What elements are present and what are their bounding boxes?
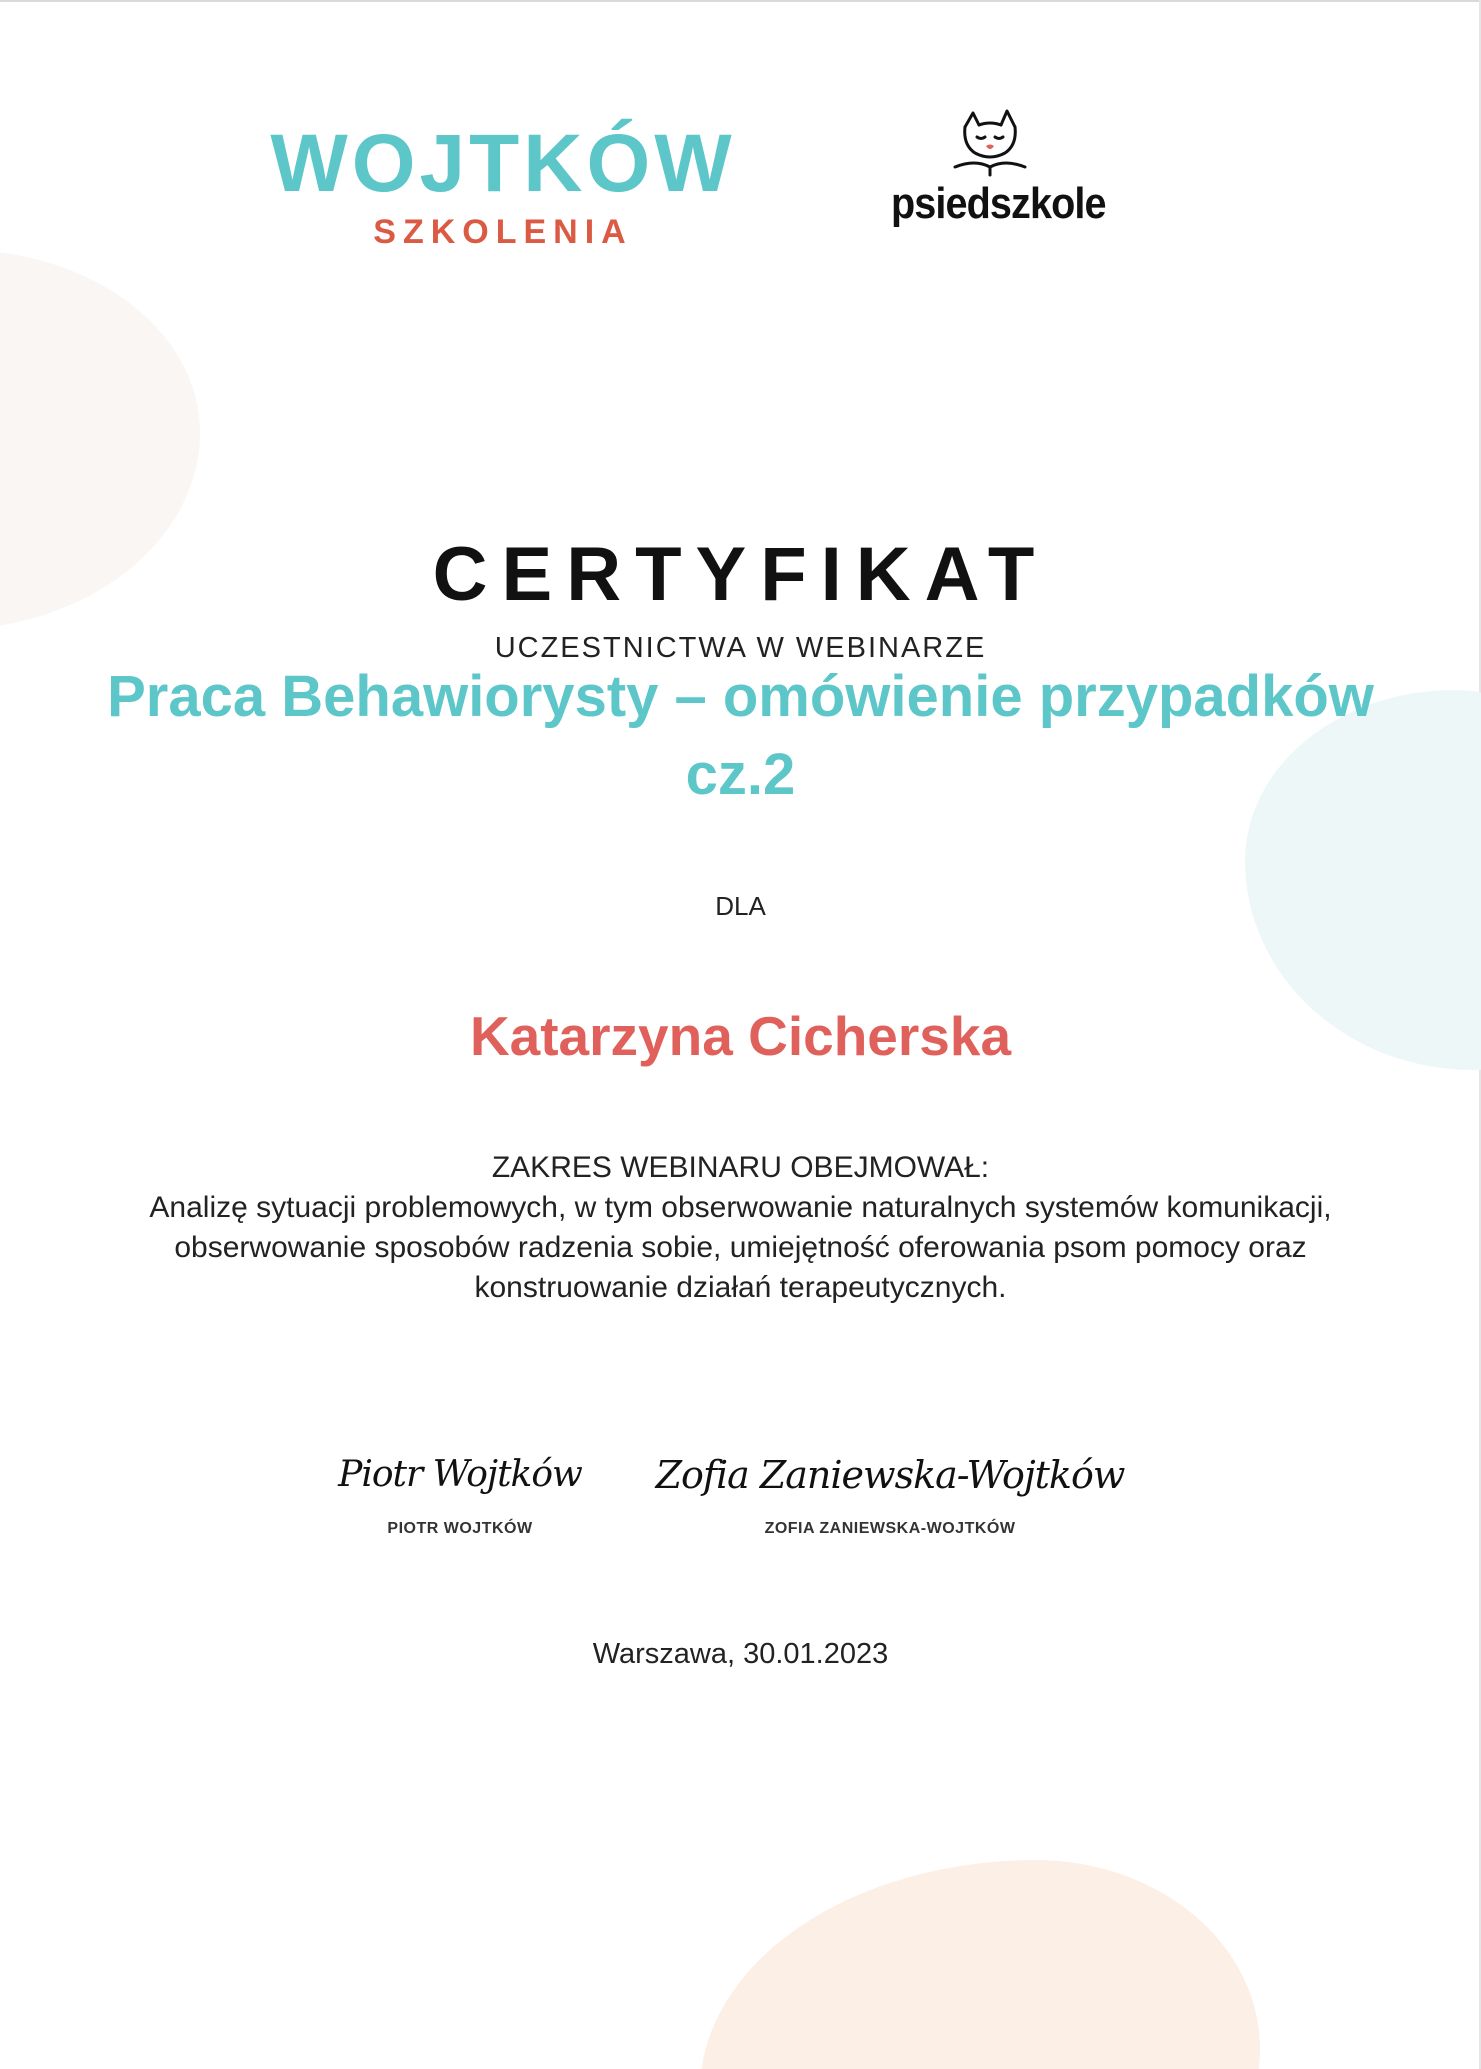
- signature-block-piotr: [330, 1440, 590, 1540]
- certificate-subtitle: UCZESTNICTWA W WEBINARZE: [494, 632, 987, 664]
- scope-description: Analizę sytuacji problemowych, w tym obserwowanie naturalnych systemów komunikacji, obserwowanie sposobów radzenia sobie, umiejętność oferowania psom pomocy oraz konstruowanie działań terapeutycznych.: [149, 1191, 1332, 1304]
- for-label: DLA: [715, 891, 766, 921]
- decorative-blob-bottom: [700, 1860, 1260, 2069]
- signatory-name: PIOTR WOJTKÓW: [387, 1520, 533, 1537]
- wojtkow-szkolenia-logo: [263, 118, 743, 262]
- recipient-name: Katarzyna Cicherska: [469, 1005, 1012, 1067]
- signatory-name: ZOFIA ZANIEWSKA-WOJTKÓW: [764, 1520, 1016, 1537]
- signature-handwriting: Zofia Zaniewska-Wojtków: [655, 1453, 1125, 1497]
- signature-handwriting: Piotr Wojtków: [338, 1454, 582, 1495]
- place-and-date: Warszawa, 30.01.2023: [592, 1638, 889, 1670]
- page-border-top: [0, 0, 1481, 2]
- psiedszkole-logo: [880, 105, 1106, 255]
- signature-block-zofia: [650, 1440, 1130, 1540]
- szkolenia-logo-wordmark: SZKOLENIA: [373, 213, 633, 251]
- certificate-title: CERTYFIKAT: [432, 532, 1049, 617]
- dog-reading-icon: [935, 105, 1045, 185]
- psiedszkole-wordmark: psiedszkole: [891, 179, 1106, 228]
- webinar-title: Praca Behawiorysty – omówienie przypadków cz.2: [107, 664, 1374, 807]
- scope-heading: ZAKRES WEBINARU OBEJMOWAŁ:: [491, 1151, 990, 1184]
- wojtkow-logo-wordmark: WOJTKÓW: [270, 118, 736, 209]
